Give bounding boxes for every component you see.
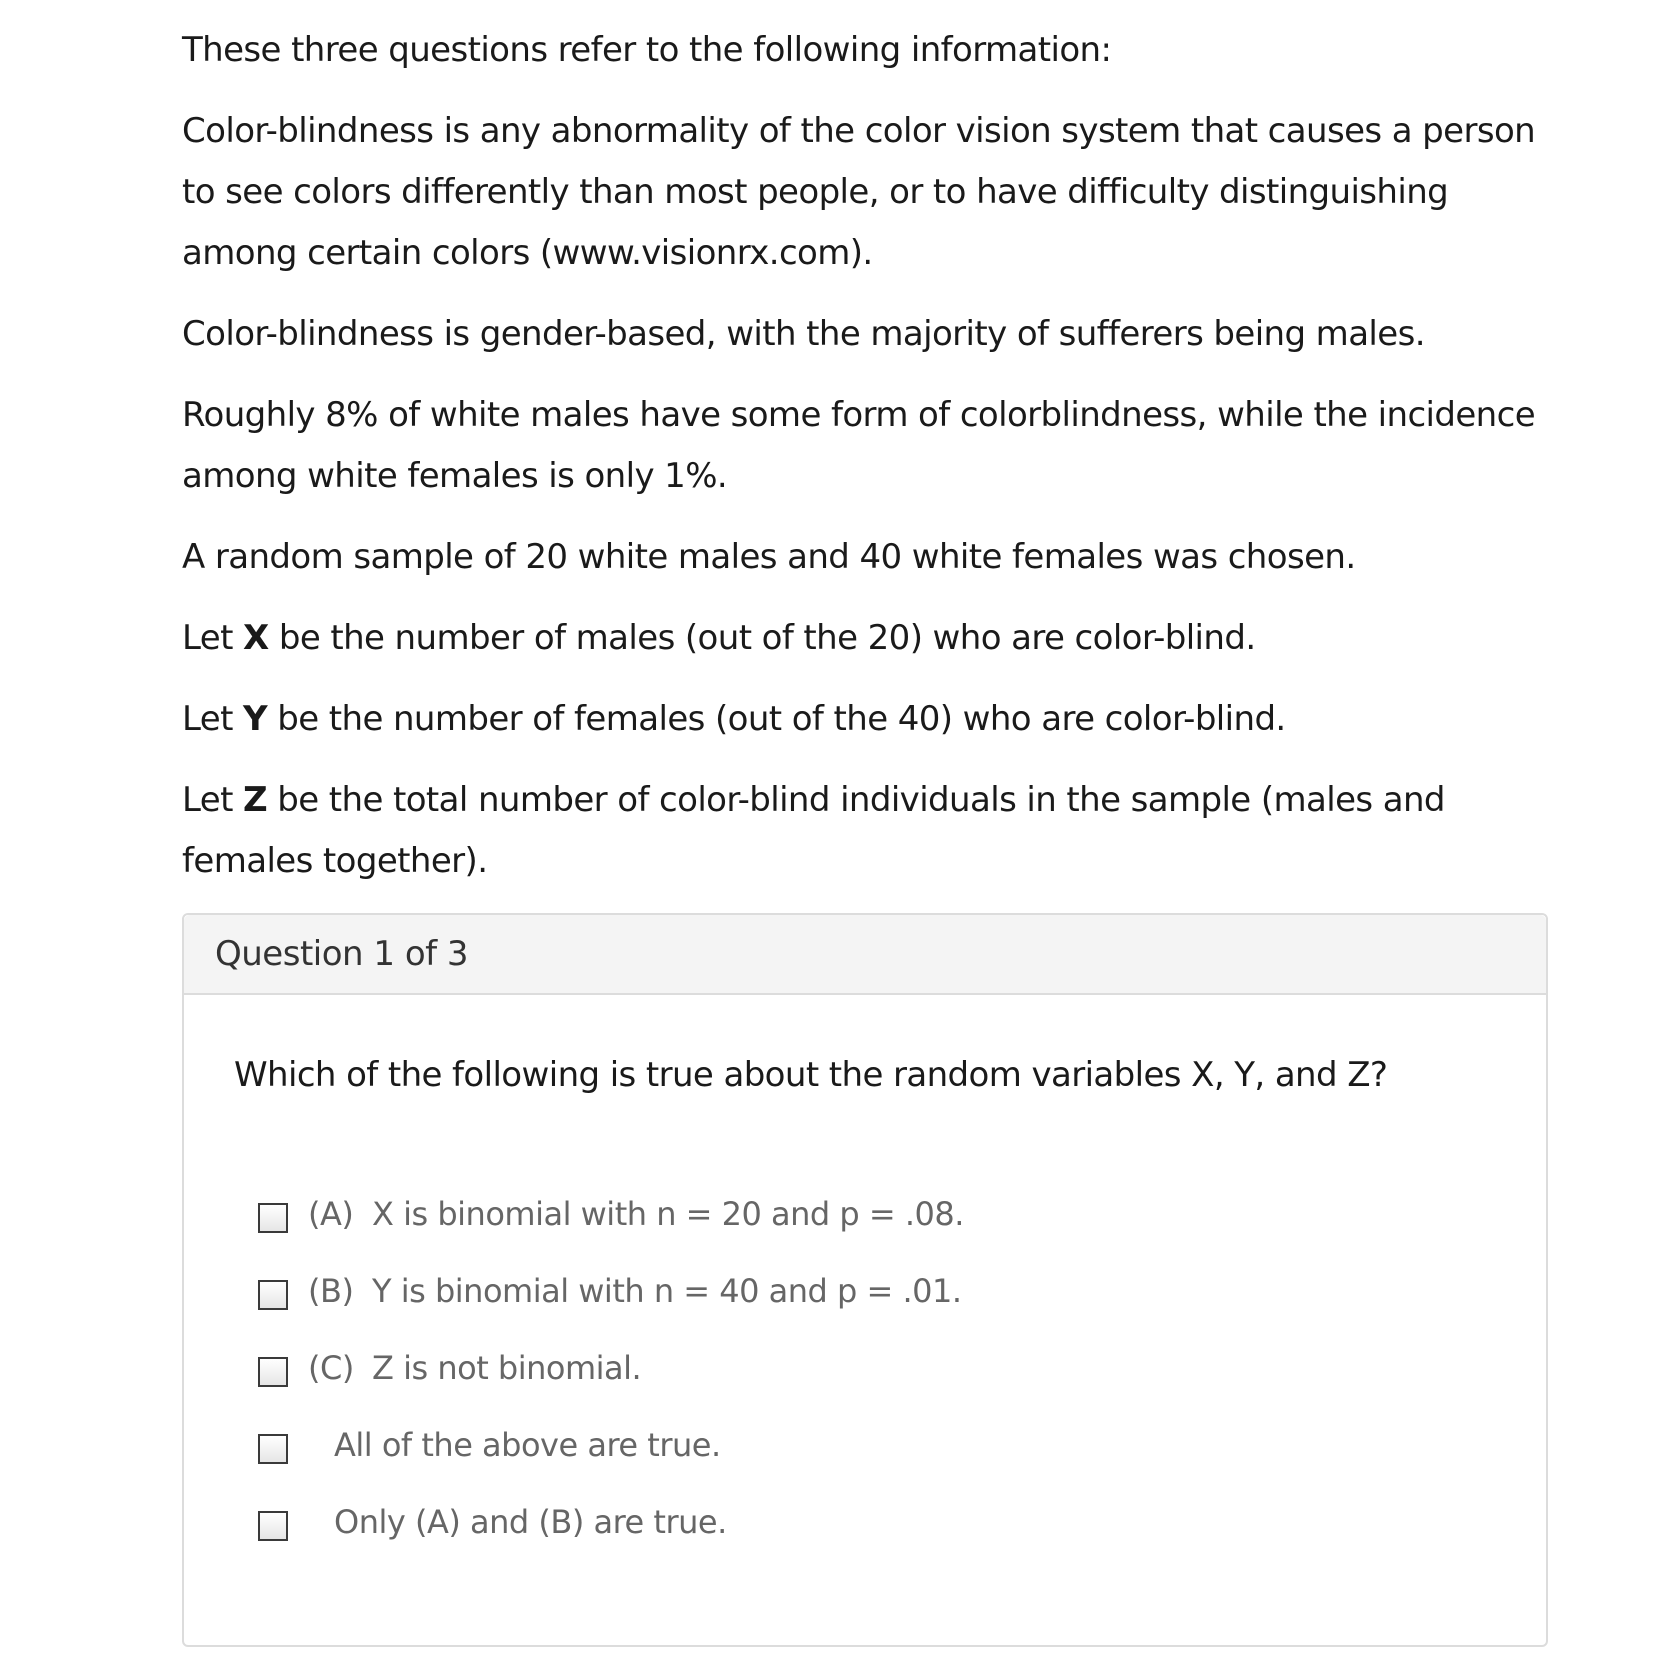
question-panel xyxy=(182,913,1548,1647)
definition-text: be the number of females (out of the 40) who are color-blind. xyxy=(267,699,1286,739)
intro-heading: These three questions refer to the following information: xyxy=(182,30,1112,70)
option-label: All of the above are true. xyxy=(334,1425,721,1464)
variable-z: Z xyxy=(243,780,268,820)
definition-prefix: Let xyxy=(182,618,244,658)
definition-prefix: Let xyxy=(182,780,244,820)
option-label: Y is binomial with n = 40 and p = .01. xyxy=(372,1271,962,1310)
option-b-checkbox[interactable] xyxy=(258,1280,288,1310)
option-a-checkbox[interactable] xyxy=(258,1203,288,1233)
option-all-above[interactable] xyxy=(258,1406,964,1483)
definition-prefix: Let xyxy=(182,699,244,739)
option-label: Z is not binomial. xyxy=(372,1348,642,1387)
option-only-a-b-checkbox[interactable] xyxy=(258,1511,288,1541)
question-prompt: Which of the following is true about the random variables X, Y, and Z? xyxy=(234,1055,1388,1095)
option-letter: (B) xyxy=(308,1271,354,1310)
option-label: Only (A) and (B) are true. xyxy=(334,1502,727,1541)
option-b[interactable] xyxy=(258,1252,964,1329)
intro-paragraph-incidence: Roughly 8% of white males have some form of colorblindness, while the incidence among white females is only 1%. xyxy=(182,395,1536,496)
option-c-checkbox[interactable] xyxy=(258,1357,288,1387)
variable-x: X xyxy=(243,618,269,658)
option-only-a-b[interactable] xyxy=(258,1483,964,1560)
option-label: X is binomial with n = 20 and p = .08. xyxy=(372,1194,964,1233)
answer-options xyxy=(258,1175,964,1560)
intro-section xyxy=(182,20,1562,912)
variable-y: Y xyxy=(243,699,268,739)
question-header: Question 1 of 3 xyxy=(184,915,1546,995)
definition-x xyxy=(182,608,1562,669)
definition-y xyxy=(182,689,1562,750)
definition-z xyxy=(182,770,1562,892)
intro-paragraph-definition: Color-blindness is any abnormality of the color vision system that causes a person to see colors differently than most people, or to have difficulty distinguishing among certain colors (www.visionrx.com). xyxy=(182,111,1536,273)
definition-text: be the number of males (out of the 20) who are color-blind. xyxy=(268,618,1256,658)
intro-paragraph-sample: A random sample of 20 white males and 40 white females was chosen. xyxy=(182,537,1356,577)
option-all-above-checkbox[interactable] xyxy=(258,1434,288,1464)
intro-paragraph-gender: Color-blindness is gender-based, with the majority of sufferers being males. xyxy=(182,314,1425,354)
definition-text: be the total number of color-blind individuals in the sample (males and females together). xyxy=(182,780,1445,881)
option-letter: (C) xyxy=(308,1348,354,1387)
option-a[interactable] xyxy=(258,1175,964,1252)
option-c[interactable] xyxy=(258,1329,964,1406)
option-letter: (A) xyxy=(308,1194,354,1233)
